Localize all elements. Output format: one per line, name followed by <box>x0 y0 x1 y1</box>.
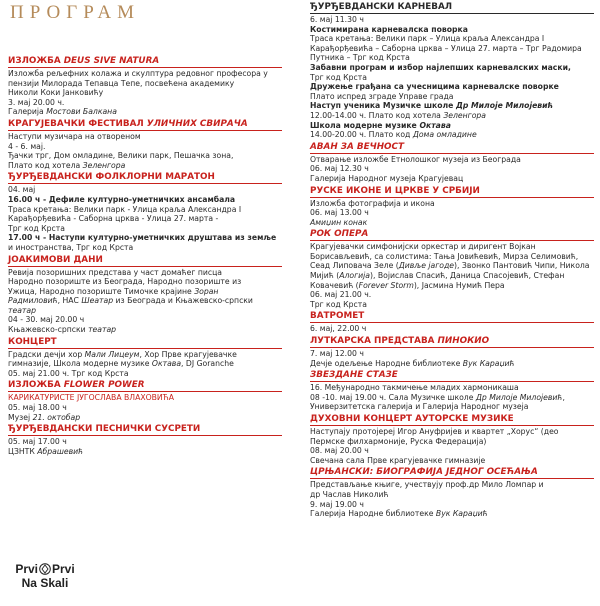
section-title <box>8 119 282 131</box>
section-line: театар <box>8 305 36 315</box>
section-line: Изложба фотографија и икона <box>310 198 435 208</box>
section-line: 17.00 ч - Наступи културно-уметничких друштава из земље <box>8 233 277 243</box>
section-line: Борисављевић, са солистима: Тања Јовићевић, Мирза Селимовић, <box>310 251 579 261</box>
section-title <box>8 424 282 436</box>
section-line: гимназије, Школа модерне музике Октава, DJ Goranche <box>8 359 234 369</box>
program-section <box>308 311 594 336</box>
section-line: Трг код Крста <box>8 223 65 233</box>
section-title <box>310 414 594 426</box>
logo-word-2: Prvi <box>52 562 75 576</box>
program-section <box>6 255 282 337</box>
section-line: Галерија Народне библиотеке Вук Караџић <box>310 509 488 519</box>
section-line: 12.00-14.00 ч. Плато код хотела Зеленгора <box>310 110 486 120</box>
section-title <box>310 142 594 154</box>
section-line: Крагујевачки симфонијски оркестар и диригент Војкан <box>310 242 536 252</box>
program-section <box>6 172 282 254</box>
section-line: Амиџин конак <box>310 217 368 227</box>
section-title-text: ЂУРЂЕВДАНСКИ ФОЛКЛОРНИ МАРАТОН <box>8 172 215 183</box>
section-line: Траса кретања: Велики парк - Улица краља Александра I <box>8 204 242 214</box>
section-line: Карађорђевића – Саборна црква – Улица 27. марта – Трг Радомира <box>310 43 582 53</box>
section-title <box>8 255 282 267</box>
section-title-text: ЂУРЂЕВДАНСКИ КАРНЕВАЛ <box>310 2 453 12</box>
section-title-italic: АВАН ЗА ВЕЧНОСТ <box>310 141 404 152</box>
section-line: Забавни програм и избор најлепших карневалских маски, <box>310 62 571 72</box>
section-line: Радмиловић, НАС Шеатар из Београда и Књажевско-српски <box>8 296 253 306</box>
program-column-left <box>6 0 282 458</box>
section-line: Путника – Трг код Крста <box>310 53 410 63</box>
section-title-text: ВАТРОМЕТ <box>310 311 365 322</box>
section-line: 04 - 30. мај 20.00 ч <box>8 315 85 325</box>
section-title <box>8 172 282 184</box>
section-title <box>8 337 282 349</box>
program-section <box>308 2 594 142</box>
section-line: Наступ ученика Музичке школе Др Милоје Милојевић <box>310 101 554 111</box>
section-title <box>310 186 594 198</box>
section-line: Дечје одељење Народне библиотеке Вук Караџић <box>310 358 515 368</box>
section-line: 16.00 ч - Дефиле културно-уметничких ансамбала <box>8 194 236 204</box>
section-line: Књажевско-српски театар <box>8 325 117 335</box>
section-line: 06. мај 21.00 ч. <box>310 290 372 300</box>
section-line: Трг код Крста <box>310 299 367 309</box>
section-line: 06. мај 12.30 ч <box>310 164 369 174</box>
section-line: 7. мај 12.00 ч <box>310 349 364 359</box>
section-title-italic: FLOWER POWER <box>63 380 145 391</box>
section-title <box>8 56 282 68</box>
section-line: Галерија Народног музеја Крагујевац <box>310 173 464 183</box>
section-line: Музеј 21. октобар <box>8 412 81 422</box>
section-line: Свечана сала Прве крагујевачке гимназије <box>310 455 486 465</box>
section-line: ЦЗНТК Абрашевић <box>8 446 84 456</box>
section-line: и иностранства, Трг код Крста <box>8 242 134 252</box>
section-line: Костимирана карневалска поворка <box>310 24 468 34</box>
section-title-italic: ПИНОКИО <box>437 336 490 347</box>
section-line: Народно позориште из Београда, Народно позориште из <box>8 277 242 287</box>
section-line: Сеад Липовача Зеле (Дивље јагоде), Звонко Пантовић Чипи, Никола <box>310 261 590 271</box>
page-title: ПРОГРАМ <box>10 2 140 23</box>
section-title-text: ЈОАКИМОВИ ДАНИ <box>8 254 103 265</box>
section-title-italic: РОК ОПЕРА <box>310 229 369 240</box>
section-title <box>310 370 594 382</box>
section-line: 05. мај 17.00 ч <box>8 437 67 447</box>
section-line: Наступају протојереј Игор Ануфријев и квартет „Хорус“ (део <box>310 427 559 436</box>
section-title <box>310 229 594 241</box>
section-line: Плато код хотела Зеленгора <box>8 160 126 170</box>
section-line: 04. мај <box>8 185 36 195</box>
section-line: 08. мај 20.00 ч <box>310 446 369 456</box>
section-line: Градски дечји хор Мали Лицеум, Хор Прве крагујевачке <box>8 349 237 359</box>
program-section <box>308 336 594 370</box>
section-line: Ужица, Народно позориште Тимочке крајине Зоран <box>8 286 219 296</box>
section-title-italic: ЦРЊАНСКИ: БИОГРАФИЈА ЈЕДНОГ ОСЕЋАЊА <box>310 467 538 478</box>
logo-subtitle: Na Skali <box>21 576 69 590</box>
logo-word-1: Prvi <box>15 562 38 576</box>
section-title-text: КОНЦЕРТ <box>8 336 57 347</box>
section-line: Трг код Крста <box>310 72 367 82</box>
section-title-text: РУСКЕ ИКОНЕ И ЦРКВЕ У СРБИЈИ <box>310 185 480 196</box>
section-line: 6. мај 11.30 ч <box>310 15 364 24</box>
section-subtitle: КАРИКАТУРИСТЕ ЈУГОСЛАВА ВЛАХОВИЋА <box>8 393 174 403</box>
section-line: др Часлав Николић <box>310 489 389 499</box>
program-section <box>6 380 282 424</box>
program-section <box>308 229 594 311</box>
section-line: 9. мај 19.00 ч <box>310 499 364 509</box>
program-section <box>308 414 594 467</box>
section-title-text: КРАГУЈЕВАЧКИ ФЕСТИВАЛ <box>8 118 147 129</box>
section-line: 08 -10. мај 19.00 ч. Сала Музичке школе Др Милоје Милојевић, <box>310 392 565 402</box>
section-line: 3. мај 20.00 ч. <box>8 97 65 107</box>
section-line: Пермске филхармоније, Руска Федерација) <box>310 436 487 446</box>
program-section <box>6 56 282 119</box>
program-section <box>308 142 594 186</box>
program-section <box>6 424 282 458</box>
section-line: 14.00-20.00 ч. Плато код Дома омладине <box>310 130 477 140</box>
logo <box>10 562 80 590</box>
section-line: Карађорђевића - Саборна црква - Улица 27. марта - <box>8 214 219 224</box>
section-line: пензији Милорада Тепавца Тепе, посвећена академику <box>8 78 235 88</box>
section-title-text: ЛУТКАРСКА ПРЕДСТАВА <box>310 336 438 347</box>
section-line: Наступи музичара на отвореном <box>8 131 141 141</box>
section-title <box>310 2 594 14</box>
logo-mark-icon <box>39 563 51 575</box>
section-title-text: ИЗЛОЖБА <box>8 56 64 66</box>
section-line: 6. мај, 22.00 ч <box>310 324 367 334</box>
section-title-text: ЂУРЂЕВДАНСКИ ПЕСНИЧКИ СУСРЕТИ <box>8 424 201 435</box>
section-title-italic: DEUS SIVE NATURA <box>63 56 160 66</box>
program-section <box>6 119 282 172</box>
section-line: 05. мај 21.00 ч. Трг код Крста <box>8 368 129 378</box>
section-line: Ковачевић (Forever Storm), Јасмина Нумић Пера <box>310 280 505 290</box>
section-line: Дружење грађана са учесницима карневалске поворке <box>310 82 559 92</box>
program-section <box>308 467 594 520</box>
section-line: Изложба рељефних колажа и скулптура редовног професора у <box>8 69 268 78</box>
section-line: Траса кретања: Велики парк – Улица краља Александра I <box>310 34 545 44</box>
program-column-right <box>308 0 594 521</box>
section-line: 05. мај 18.00 ч <box>8 403 67 413</box>
section-line: 4 - 6. мај. <box>8 141 46 151</box>
section-line: Ревија позоришних представа у част домаћег писца <box>8 267 223 277</box>
section-line: 06. мај 13.00 ч <box>310 208 369 218</box>
section-title <box>310 336 594 348</box>
section-title <box>310 311 594 323</box>
section-title-text: ДУХОВНИ КОНЦЕРТ АУТОРСКЕ МУЗИКЕ <box>310 414 514 424</box>
section-line: Универзитетска галерија и Галерија Народног музеја <box>310 402 529 412</box>
section-line: Представљање књиге, учествују проф.др Мило Ломпар и <box>310 480 544 490</box>
section-line: 16. Међународно такмичење младих хармоникаша <box>310 383 519 393</box>
section-line: Галерија Мостови Балкана <box>8 107 117 117</box>
section-line: Ђачки трг, Дом омладине, Велики парк, Пешачка зона, <box>8 151 234 161</box>
program-section <box>308 370 594 414</box>
section-title-text: ИЗЛОЖБА <box>8 380 64 391</box>
section-title-italic: УЛИЧНИХ СВИРАЧА <box>146 118 248 129</box>
program-section <box>308 186 594 230</box>
section-title <box>310 467 594 479</box>
section-line: Николи Коки Јанковићу <box>8 88 104 98</box>
section-title-italic: ЗВЕЗДАНЕ СТАЗЕ <box>310 370 398 381</box>
section-line: Отварање изложбе Етнолошког музеја из Београда <box>310 154 521 164</box>
program-section <box>6 337 282 381</box>
section-line: Школа модерне музике Октава <box>310 120 451 130</box>
section-line: Плато испред зграде Управе града <box>310 91 454 101</box>
section-line: Мијић (Алогија), Војислав Спасић, Даница Спасојевић, Стефан <box>310 271 565 281</box>
section-title <box>8 380 282 392</box>
